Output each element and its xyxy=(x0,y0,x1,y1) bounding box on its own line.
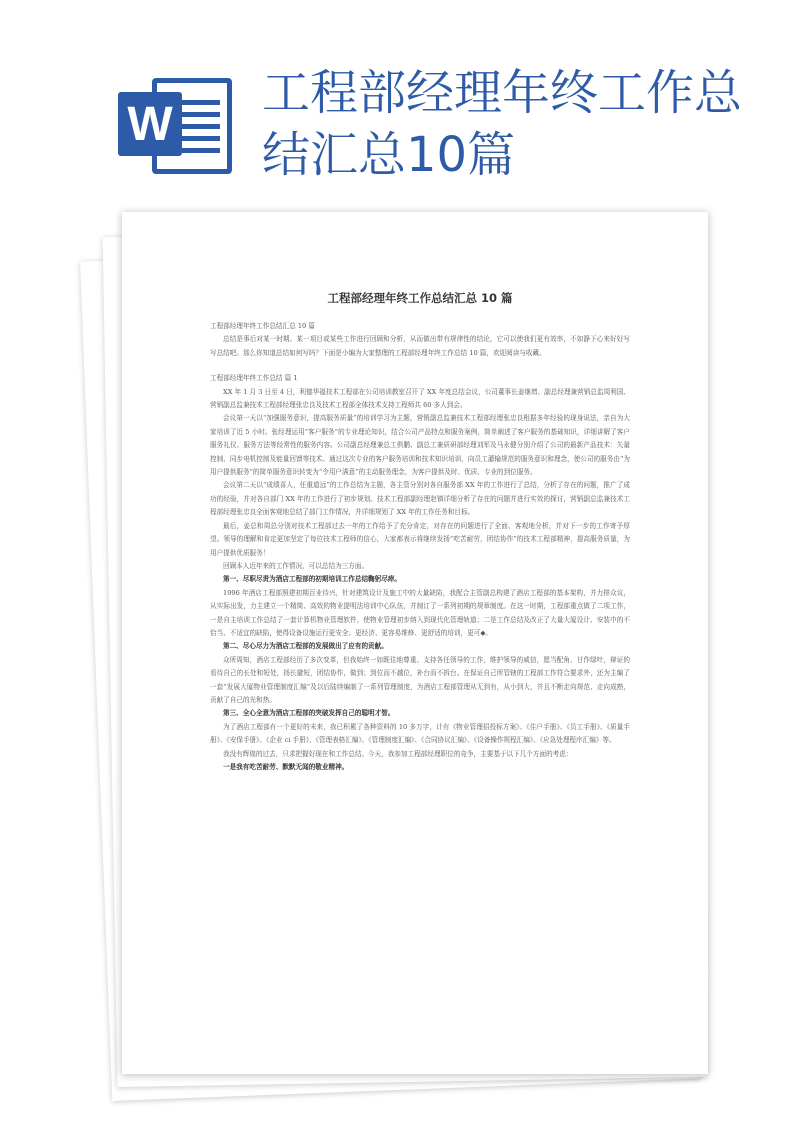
paragraph: 众所周知，酒店工程部经历了多次变革，但我始终一如既往地尊重、支持各任领导的工作，维护领导的威信，愿当配角、甘作绿叶，辩证的看待自己的长处和短处，扬长避短，团结协作，做到；到位而不越位，补台而不拆台。在保证自己所管辖的工程部工作符合要求外，还为主编了一套“发展大厦物业管理制度汇编”及以后陆续编制了一系列管理制度，为酒店工程部管理从无到有，从小到大，并且不断走向规范、走向成熟，贡献了自己的光和热。 xyxy=(210,655,630,704)
paragraph: 工程部经理年终工作总结汇总 10 篇 xyxy=(210,322,315,330)
paragraph: 总结是事后对某一时期、某一项目或某些工作进行回顾和分析，从而做出带有规律性的结论，它可以使我们更有效率，不如静下心来好好写写总结吧。那么你知道总结如何写吗？下面是小编为大家整理的工程部经理年终工作总结 10 篇，欢迎阅读与收藏。 xyxy=(210,335,630,357)
document-title: 工程部经理年终工作总结汇总 10 篇 xyxy=(327,291,513,305)
paragraph: 最后，姜总和周总分别对技术工程部过去一年的工作给予了充分肯定，对存在的问题进行了全面、客观地分析，并对下一步的工作寄予厚望。领导的理解和肯定更加坚定了每位技术工程师的信心，大家都表示将继续发扬“吃苦耐劳，团结协作”的技术工程部精神，提高服务质量，为用户提供优质服务！ xyxy=(210,521,630,557)
word-icon xyxy=(118,70,236,180)
bold-heading: 第二、尽心尽力为酒店工程部的发展做出了应有的贡献。 xyxy=(223,642,388,651)
paragraph: 会议第一天以“加强服务意识，提高服务质量”的培训学习为主题，营销副总监兼技术工程部经理张忠良根据多年经验的现身说法，亲自为大家培训了近 5 小时。张经理运用“客户服务”的专业理论知识，结合公司产品特点和服务案例，简单阐述了客户服务的基础知识，详细讲解了客户服务礼仪、服务方法等经常性的服务内容。公司副总经理兼总工俱鹏、副总工兼质研部经理刘军及马永健分别介绍了公司的最新产品技术：矢量控制、同步电机控制及能量回馈等技术。通过这次专业的客户服务培训和技术知识培训，向员工灌输规范的服务意识和理念，使公司的服务由“为用户提供服务”的简单服务意识转变为“令用户满意”的主动服务理念，为客户提供及时、优质、专业的到位服务。 xyxy=(210,414,630,477)
paragraph: XX 年 1 月 3 日至 4 日，利德华福技术工程部在公司培训教室召开了 XX 年度总结会议，公司董事长姜继增、副总经理兼营销总监周利国、营销副总监兼技术工程部经理张忠良及技术工程部全体技术支持工程师共 60 多人到会。 xyxy=(210,387,630,410)
section-heading: 工程部经理年终工作总结 篇 1 xyxy=(210,374,298,383)
paragraph: 为了酒店工程部有一个更好的未来，我已积累了各种资料的 10 多万字，计有《物业管理招投标方案》、《住户手册》、《员工手册》、《质量手册》、《安保手册》、《企业 ci 手册》、《管理表格汇编》、《管理制度汇编》、《合同协议汇编》、《设备操作规程汇编》、《应急处理程序汇编》等。 xyxy=(210,722,630,745)
document-page xyxy=(122,212,708,1074)
document-body xyxy=(210,290,630,774)
paragraph: 1996 年酒店工程部照建初期百业待兴，针对建筑设计及施工中的大量缺陷，我配合主管副总构建了酒店工程部的基本架构，并力排众议，从实际出发，力主建立一个精简、高效的物业提明法培训中心队伍，并制订了一系列初期的规章制度。在这一时期，工程部重点做了二项工作，一是自主培训工作总结了一套计算机物业管理软件，使物业管理初步纳入到现代化管理轨道；二是工作总结及改正了大量大厦设计、安装中的不恰当、不适宜的缺陷，使得设备设施运行更安全、更经济、更容易维修、更舒适的培训，更可◆。 xyxy=(210,588,630,637)
paragraph: 会议第二天以“成绩喜人，任重道远”的工作总结为主题，各主管分别对各自服务部 XX 年的工作进行了总结，分析了存在的问题，推广了成功的经验，并对各自部门 XX 年的工作进行了初步规划。技术工程部副经理赵镇详细分析了存在的问题并进行实效的探讨，营销副总监兼技术工程部经理张忠良全面客观地总结了部门工作情况，并详细规划了 XX 年的工作任务和目标。 xyxy=(210,481,630,517)
bold-heading: 第一、尽职尽责为酒店工程部的初期培训工作总结鞠躬尽瘁。 xyxy=(223,575,402,584)
word-letter: W xyxy=(118,92,182,156)
paragraph: 回顾本人近年来的工作情况，可以总结为三方面。 xyxy=(223,561,369,570)
bold-heading: 第三、全心全意为酒店工程部的突破发挥自己的聪明才智。 xyxy=(223,709,395,718)
page-heading: 工程部经理年终工作总结汇总10篇 xyxy=(262,65,743,183)
paragraph: 我没有辉煌的过去，只求把握好现在和工作总结。今天，我参加工程部经理职位的竞争，主要基于以下几个方面的考虑： xyxy=(223,749,573,758)
bold-heading: 一是我有吃苦耐劳、默默无闻的敬业精神。 xyxy=(223,763,349,771)
